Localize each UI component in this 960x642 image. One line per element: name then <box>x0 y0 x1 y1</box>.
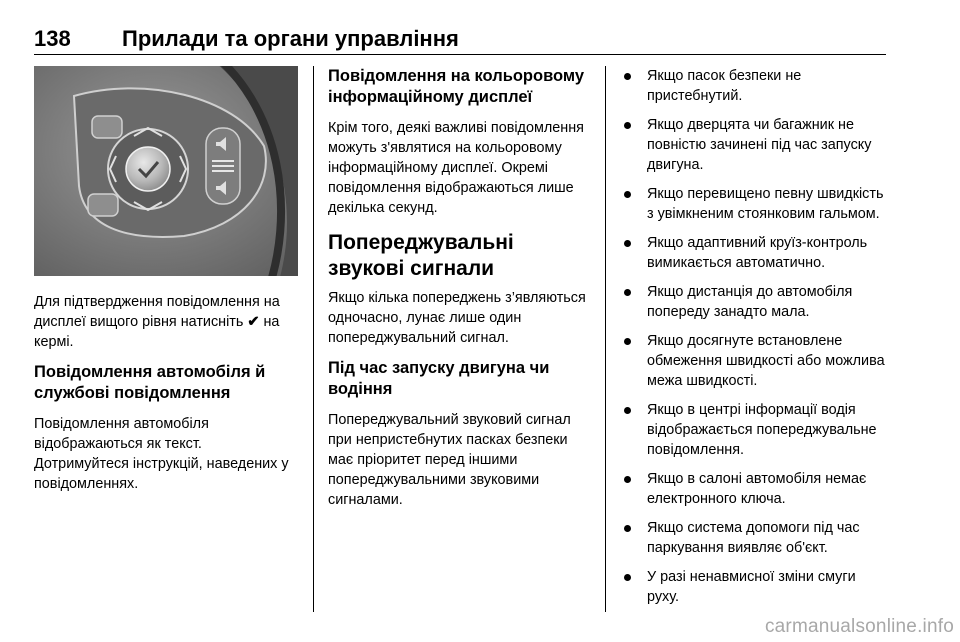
vehicle-messages-paragraph: Повідомлення автомобіля відображаються як текст. Дотримуйтеся інструкцій, наведених у повідомленнях. <box>34 416 289 492</box>
header-divider <box>34 54 886 55</box>
list-item: Якщо дистанція до автомобіля попереду занадто мала. <box>621 282 886 322</box>
list-item: Якщо досягнуте встановлене обмеження швидкості або можлива межа швидкості. <box>621 331 886 391</box>
list-item: Якщо в салоні автомобіля немає електронного ключа. <box>621 469 886 509</box>
page-number: 138 <box>34 26 71 51</box>
engine-start-heading: Під час запуску двигуна чи водіння <box>328 359 550 398</box>
warning-conditions-list <box>621 66 886 607</box>
watermark: carmanualsonline.info <box>764 616 954 637</box>
bullet-icon <box>624 73 631 80</box>
bullet-icon <box>624 289 631 296</box>
engine-start-paragraph: Попереджувальний звуковий сигнал при непристебнутих пасках безпеки має пріоритет перед іншими попереджувальними звуковими сигналами. <box>328 412 571 508</box>
page-header <box>34 26 886 50</box>
bullet-icon <box>624 525 631 532</box>
warning-chimes-heading: Попереджувальні звукові сигнали <box>328 231 514 280</box>
bullet-icon <box>624 338 631 345</box>
column-middle <box>328 66 590 520</box>
bullet-icon <box>624 240 631 247</box>
color-display-heading: Повідомлення на кольоровому інформаційному дисплеї <box>328 67 585 106</box>
column-left <box>34 66 298 504</box>
bullet-icon <box>624 191 631 198</box>
bullet-icon <box>624 574 631 581</box>
list-item: У разі ненавмисної зміни смуги руху. <box>621 567 886 607</box>
checkmark-icon: ✔ <box>247 314 260 330</box>
list-item: Якщо адаптивний круїз-контроль вимикається автоматично. <box>621 233 886 273</box>
bullet-icon <box>624 407 631 414</box>
column-right <box>621 66 886 616</box>
page-title: Прилади та органи управління <box>122 26 459 51</box>
color-display-paragraph: Крім того, деякі важливі повідомлення можуть з'являтися на кольоровому інформаційному дисплеї. Окремі повідомлення відображаються лише декілька секунд. <box>328 120 584 216</box>
bullet-icon <box>624 122 631 129</box>
confirm-text: Для підтвердження повідомлення на дисплеї вищого рівня натисніть <box>34 294 280 330</box>
list-item: Якщо перевищено певну швидкість з увімкненим стоянковим гальмом. <box>621 184 886 224</box>
steering-wheel-controls-image <box>34 66 298 276</box>
list-item: Якщо дверцята чи багажник не повністю зачинені під час запуску двигуна. <box>621 115 886 175</box>
list-item: Якщо система допомоги під час паркування виявляє об'єкт. <box>621 518 886 558</box>
list-item: Якщо в центрі інформації водія відображається попереджувальне повідомлення. <box>621 400 886 460</box>
bullet-icon <box>624 476 631 483</box>
list-item: Якщо пасок безпеки не пристебнутий. <box>621 66 886 106</box>
column-divider <box>605 66 606 612</box>
column-divider <box>313 66 314 612</box>
vehicle-messages-heading: Повідомлення автомобіля й службові повідомлення <box>34 363 266 402</box>
confirm-text-end: на кермі. <box>34 314 280 350</box>
confirm-paragraph <box>34 292 298 352</box>
warning-chimes-paragraph: Якщо кілька попереджень з’являються одночасно, лунає лише один попереджувальний сигнал. <box>328 290 586 346</box>
